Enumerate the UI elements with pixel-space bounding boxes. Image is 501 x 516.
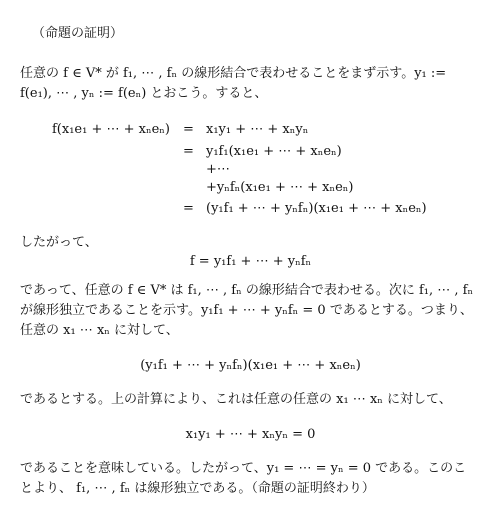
paragraph-3-line-1: であって、任意の f ∈ V* は f₁, ⋯ , fₙ の線形結合で表わせる。次に f₁, ⋯ , fₙ (20, 283, 474, 298)
paragraph-5-line-1: であることを意味している。したがって、y₁ = ⋯ = yₙ = 0 である。このこ (20, 461, 467, 476)
aligned-rel-5: = (183, 201, 194, 216)
paragraph-3-line-3: 任意の x₁ ⋯ xₙ に対して、 (20, 323, 179, 338)
paragraph-3-line-2: が線形独立であることを示す。y₁f₁ + ⋯ + yₙfₙ = 0 であるとする。つまり、 (20, 303, 473, 318)
aligned-rhs-3: +⋯ (206, 162, 230, 177)
aligned-rhs-1: x₁y₁ + ⋯ + xₙyₙ (206, 122, 309, 137)
paragraph-1-line-2: f(e₁), ⋯ , yₙ := f(eₙ) とおこう。すると、 (20, 86, 268, 101)
proof-heading: （命題の証明） (32, 26, 124, 41)
equation-sum: x₁y₁ + ⋯ + xₙyₙ = 0 (185, 427, 316, 442)
equation-apply: (y₁f₁ + ⋯ + yₙfₙ)(x₁e₁ + ⋯ + xₙeₙ) (140, 358, 361, 373)
equation-f: f = y₁f₁ + ⋯ + yₙfₙ (189, 254, 312, 269)
paragraph-1-line-1: 任意の f ∈ V* が f₁, ⋯ , fₙ の線形結合で表わせることをまず示す。y₁ := (20, 66, 447, 81)
aligned-rel-1: = (183, 122, 194, 137)
paragraph-2: したがって、 (20, 235, 98, 250)
aligned-rel-2: = (183, 144, 194, 159)
paragraph-5-line-2: とより、 f₁, ⋯ , fₙ は線形独立である。（命題の証明終わり） (20, 481, 375, 496)
aligned-rhs-4: +yₙfₙ(x₁e₁ + ⋯ + xₙeₙ) (206, 180, 354, 195)
paragraph-4: であるとする。上の計算により、これは任意の任意の x₁ ⋯ xₙ に対して、 (20, 392, 452, 407)
aligned-lhs: f(x₁e₁ + ⋯ + xₙeₙ) (52, 122, 170, 137)
aligned-rhs-2: y₁f₁(x₁e₁ + ⋯ + xₙeₙ) (206, 144, 342, 159)
aligned-rhs-5: (y₁f₁ + ⋯ + yₙfₙ)(x₁e₁ + ⋯ + xₙeₙ) (206, 201, 427, 216)
